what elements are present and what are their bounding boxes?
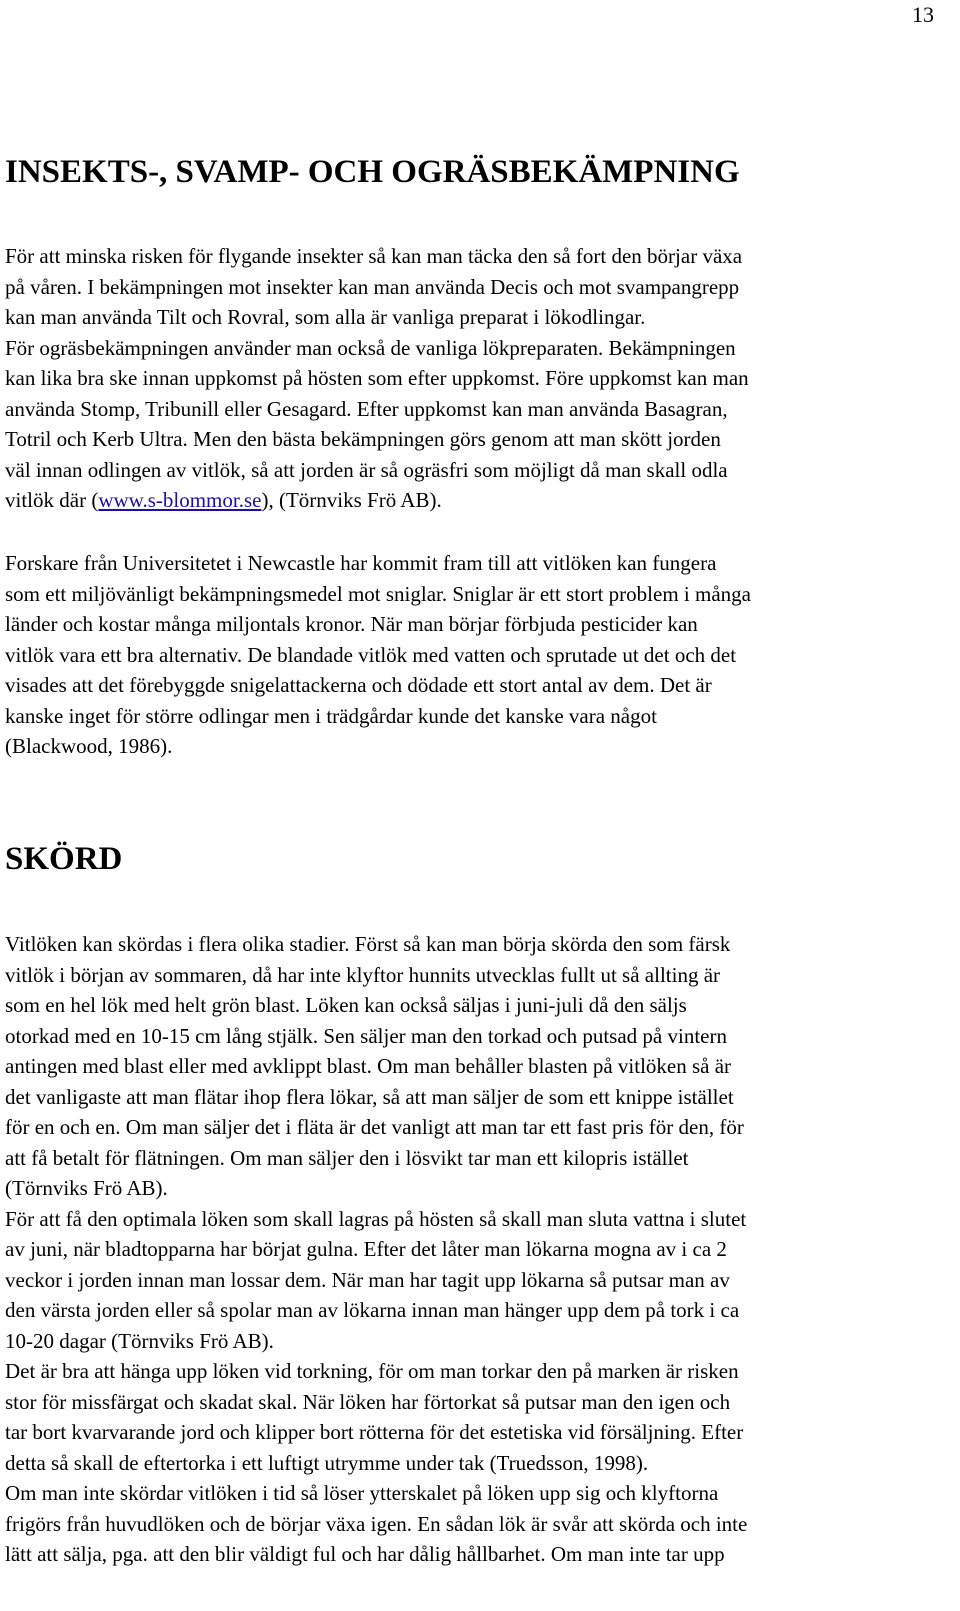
text-line: för en och en. Om man säljer det i fläta är det vanligt att man tar ett fast pris för den, för bbox=[5, 1115, 744, 1139]
text-line: som ett miljövänligt bekämpningsmedel mot sniglar. Sniglar är ett stort problem i många bbox=[5, 581, 751, 606]
text-line: tar bort kvarvarande jord och klipper bort rötterna för det estetiska vid försäljning. Efter bbox=[5, 1420, 744, 1444]
text-fragment: vitlök där ( bbox=[5, 488, 99, 512]
paragraph-harvest bbox=[5, 929, 955, 1570]
text-line: vitlök vara ett bra alternativ. De blandade vitlök med vatten och sprutade ut det och det bbox=[5, 642, 737, 667]
paragraph-pest-control bbox=[5, 241, 955, 516]
text-line: visades att det förebyggde snigelattackerna och dödade ett stort antal av dem. Det är bbox=[5, 673, 712, 697]
text-line: på våren. I bekämpningen mot insekter kan man använda Decis och mot svampangrepp bbox=[5, 274, 740, 299]
text-line: För ogräsbekämpningen använder man också de vanliga lökpreparaten. Bekämpningen bbox=[5, 335, 736, 360]
text-line: lätt att sälja, pga. att den blir väldigt ful och har dålig hållbarhet. Om man inte tar upp bbox=[5, 1542, 725, 1566]
text-line: använda Stomp, Tribunill eller Gesagard. Efter uppkomst kan man använda Basagran, bbox=[5, 396, 728, 421]
text-line: den värsta jorden eller så spolar man av lökarna innan man hänger upp dem på tork i ca bbox=[5, 1298, 740, 1322]
text-line: (Blackwood, 1986). bbox=[5, 734, 173, 758]
text-line: antingen med blast eller med avklippt blast. Om man behåller blasten på vitlöken så är bbox=[5, 1054, 732, 1078]
text-line: detta så skall de eftertorka i ett luftigt utrymme under tak (Truedsson, 1998). bbox=[5, 1450, 649, 1475]
paragraph-slugs bbox=[5, 548, 955, 762]
text-line: 10-20 dagar (Törnviks Frö AB). bbox=[5, 1328, 274, 1353]
page-number: 13 bbox=[912, 2, 934, 27]
text-line: kanske inget för större odlingar men i trädgårdar kunde det kanske vara något bbox=[5, 703, 657, 728]
text-line: Om man inte skördar vitlöken i tid så löser ytterskalet på löken upp sig och klyftorna bbox=[5, 1481, 719, 1505]
text-line: Forskare från Universitetet i Newcastle har kommit fram till att vitlöken kan fungera bbox=[5, 551, 717, 575]
text-line: kan man använda Tilt och Rovral, som alla är vanliga preparat i lökodlingar. bbox=[5, 305, 646, 329]
text-line: veckor i jorden innan man lossar dem. När man har tagit upp lökarna så putsar man av bbox=[5, 1267, 730, 1292]
text-line-with-link bbox=[5, 485, 955, 516]
text-line: Totril och Kerb Ultra. Men den bästa bekämpningen görs genom att man skött jorden bbox=[5, 427, 721, 451]
text-line: För att få den optimala löken som skall lagras på hösten så skall man sluta vattna i slutet bbox=[5, 1206, 747, 1231]
text-line: att få betalt för flätningen. Om man säljer den i lösvikt tar man ett kilopris istället bbox=[5, 1145, 689, 1170]
text-line: stor för missfärgat och skadat skal. När löken har förtorkat så putsar man den igen och bbox=[5, 1389, 731, 1414]
text-line: länder och kostar många miljontals kronor. När man börjar förbjuda pesticider kan bbox=[5, 612, 698, 636]
text-line: väl innan odlingen av vitlök, så att jorden är så ogräsfri som möjligt då man skall odla bbox=[5, 457, 728, 482]
text-line: frigörs från huvudlöken och de börjar växa igen. En sådan lök är svår att skörda och inte bbox=[5, 1511, 748, 1536]
text-line: som en hel lök med helt grön blast. Löken kan också säljas i juni-juli då den säljs bbox=[5, 993, 687, 1017]
text-line: För att minska risken för flygande insekter så kan man täcka den så fort den börjar växa bbox=[5, 244, 743, 268]
text-fragment: ), (Törnviks Frö AB). bbox=[261, 488, 442, 512]
section-heading-pest-control: INSEKTS-, SVAMP- OCH OGRÄSBEKÄMPNING bbox=[5, 154, 740, 190]
text-line: Det är bra att hänga upp löken vid torkning, för om man torkar den på marken är risken bbox=[5, 1359, 739, 1383]
text-line: det vanligaste att man flätar ihop flera lökar, så att man säljer de som ett knippe istället bbox=[5, 1084, 734, 1109]
section-heading-harvest: SKÖRD bbox=[5, 841, 123, 877]
text-line: Vitlöken kan skördas i flera olika stadier. Först så kan man börja skörda den som färsk bbox=[5, 932, 731, 956]
text-line: otorkad med en 10-15 cm lång stjälk. Sen säljer man den torkad och putsad på vintern bbox=[5, 1023, 727, 1048]
text-line: (Törnviks Frö AB). bbox=[5, 1176, 168, 1200]
text-line: vitlök i början av sommaren, då har inte klyftor hunnits utvecklas fullt ut så allting är bbox=[5, 962, 721, 987]
text-line: kan lika bra ske innan uppkomst på hösten som efter uppkomst. Före uppkomst kan man bbox=[5, 366, 749, 390]
text-line: av juni, när bladtopparna har börjat gulna. Efter det låter man lökarna mogna av i ca 2 bbox=[5, 1237, 727, 1261]
website-link[interactable]: www.s-blommor.se bbox=[98, 488, 262, 512]
